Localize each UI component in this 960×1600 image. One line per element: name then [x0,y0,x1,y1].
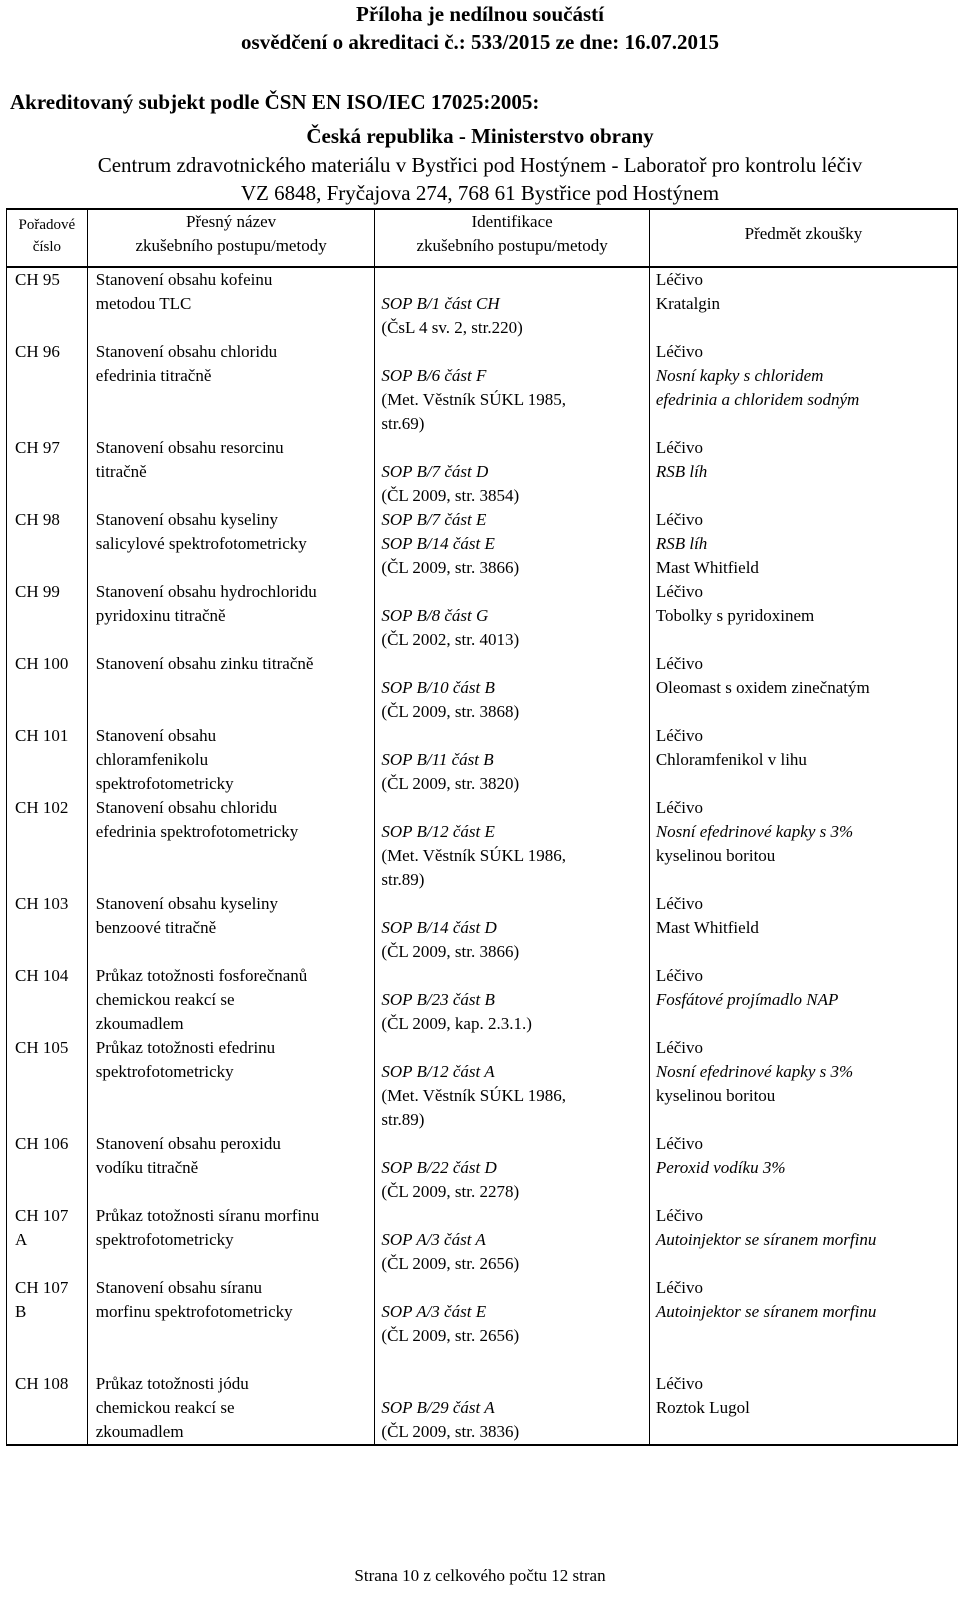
test-subject-cell [649,724,957,796]
column-header-identification-line2: zkušebního postupu/metody [416,236,608,255]
method-name-line: Stanovení obsahu chloridu [95,342,278,361]
table-body [7,267,958,1445]
row-number: CH 103 [15,894,69,913]
method-identification-line: (ČL 2009, str. 3868) [381,702,520,721]
method-identification-cell [375,1132,649,1204]
column-header-identification [375,209,649,267]
method-identification-line: SOP B/12 část E [381,822,495,841]
test-subject-cell [649,1204,957,1276]
method-name-line: Průkaz totožnosti efedrinu [95,1038,276,1057]
method-name-line: Průkaz totožnosti síranu morfinu [95,1206,320,1225]
method-identification-line: (ČL 2009, str. 3866) [381,558,520,577]
row-number-cell [7,1276,88,1372]
method-identification-cell [375,1204,649,1276]
method-identification-line: SOP B/7 část D [381,462,489,481]
organization-name: Česká republika - Ministerstvo obrany [306,124,654,148]
row-number: B [15,1302,27,1321]
method-name-cell [87,508,375,580]
table-row [7,652,958,724]
certificate-reference: osvědčení o akreditaci č.: 533/2015 ze dne: 16.07.2015 [241,30,719,54]
test-subject-line: efedrinia a chloridem sodným [655,390,860,409]
table-row [7,508,958,580]
accreditation-methods-table [6,208,958,1446]
method-name-line: spektrofotometricky [95,1062,234,1081]
test-subject-line: Léčivo [655,1278,704,1297]
test-subject-line: Mast Whitfield [655,558,759,577]
test-subject-line: Nosní efedrinové kapky s 3% [655,822,854,841]
method-name-line: zkoumadlem [95,1422,184,1441]
method-name-cell [87,267,375,340]
table-row [7,340,958,436]
method-identification-line: (ČL 2009, str. 3836) [381,1422,520,1441]
method-identification-line: SOP B/8 část G [381,606,489,625]
method-name-line: spektrofotometricky [95,774,234,793]
method-name-line: efedrinia titračně [95,366,212,385]
test-subject-cell [649,580,957,652]
test-subject-line: RSB líh [655,534,708,553]
method-name-line: Stanovení obsahu zinku titračně [95,654,314,673]
method-identification-line: (ČsL 4 sv. 2, str.220) [381,318,523,337]
test-subject-cell [649,892,957,964]
method-name-line: Stanovení obsahu síranu [95,1278,262,1297]
test-subject-line: kyselinou boritou [655,1086,776,1105]
method-identification-line: SOP B/14 část E [381,534,495,553]
method-name-line: benzoové titračně [95,918,217,937]
test-subject-cell [649,652,957,724]
method-identification-line: (Met. Věstník SÚKL 1986, [381,846,567,865]
column-header-identification-line1: Identifikace [471,212,553,231]
row-number: CH 98 [15,510,60,529]
row-number-cell [7,267,88,340]
method-identification-cell [375,1372,649,1445]
test-subject-line: Peroxid vodíku 3% [655,1158,786,1177]
column-header-test-subject [649,209,957,267]
column-header-number [7,209,88,267]
row-number: CH 107 [15,1206,69,1225]
table-row [7,892,958,964]
test-subject-cell [649,340,957,436]
row-number: CH 108 [15,1374,69,1393]
test-subject-line: Léčivo [655,726,704,745]
column-header-test-subject-label: Předmět zkoušky [744,224,863,243]
test-subject-line: Mast Whitfield [655,918,759,937]
method-name-line: Stanovení obsahu peroxidu [95,1134,281,1153]
method-name-line: Stanovení obsahu kyseliny [95,894,279,913]
method-name-line: metodou TLC [95,294,192,313]
table-row [7,436,958,508]
method-name-line: salicylové spektrofotometricky [95,534,307,553]
test-subject-cell [649,1372,957,1445]
method-identification-line: (Met. Věstník SÚKL 1985, [381,390,567,409]
test-subject-line: Léčivo [655,270,704,289]
table-row [7,1132,958,1204]
table-row [7,267,958,340]
method-name-line: Průkaz totožnosti jódu [95,1374,249,1393]
method-identification-cell [375,1036,649,1132]
method-identification-line: str.89) [381,870,425,889]
page-footer: Strana 10 z celkového počtu 12 stran [354,1566,606,1585]
test-subject-line: Autoinjektor se síranem morfinu [655,1230,877,1249]
test-subject-line: Autoinjektor se síranem morfinu [655,1302,877,1321]
method-name-cell [87,1372,375,1445]
row-number-cell [7,340,88,436]
method-name-line: Stanovení obsahu resorcinu [95,438,284,457]
method-identification-line: (ČL 2009, str. 3854) [381,486,520,505]
method-name-cell [87,1132,375,1204]
method-identification-line: (ČL 2009, str. 2656) [381,1326,520,1345]
method-identification-line: (ČL 2009, str. 2278) [381,1182,520,1201]
method-name-line: Stanovení obsahu chloridu [95,798,278,817]
method-name-line: morfinu spektrofotometricky [95,1302,293,1321]
test-subject-cell [649,964,957,1036]
method-name-line: chloramfenikolu [95,750,209,769]
method-identification-cell [375,580,649,652]
test-subject-line: Léčivo [655,1206,704,1225]
row-number-cell [7,724,88,796]
method-name-line: Stanovení obsahu kofeinu [95,270,273,289]
method-name-cell [87,1276,375,1372]
method-name-line: Průkaz totožnosti fosforečnanů [95,966,308,985]
method-name-line: chemickou reakcí se [95,1398,235,1417]
row-number: CH 104 [15,966,69,985]
table-row [7,1204,958,1276]
test-subject-cell [649,1276,957,1372]
method-name-cell [87,436,375,508]
row-number-cell [7,796,88,892]
table-row [7,580,958,652]
row-number-cell [7,580,88,652]
test-subject-cell [649,436,957,508]
row-number-cell [7,652,88,724]
method-name-cell [87,1204,375,1276]
column-header-method-name-line2: zkušebního postupu/metody [135,236,327,255]
test-subject-line: kyselinou boritou [655,846,776,865]
test-subject-cell [649,267,957,340]
row-number-cell [7,964,88,1036]
test-subject-line: Léčivo [655,1374,704,1393]
method-identification-line: SOP B/22 část D [381,1158,497,1177]
row-number: CH 96 [15,342,60,361]
test-subject-line: Fosfátové projímadlo NAP [655,990,839,1009]
method-identification-line: SOP B/14 část D [381,918,497,937]
method-identification-line: (ČL 2009, kap. 2.3.1.) [381,1014,532,1033]
method-identification-line: str.69) [381,414,425,433]
laboratory-address: VZ 6848, Fryčajova 274, 768 61 Bystřice pod Hostýnem [240,181,720,205]
test-subject-line: Léčivo [655,510,704,529]
test-subject-line: Nosní kapky s chloridem [655,366,824,385]
table-row [7,796,958,892]
method-identification-line: SOP B/1 část CH [381,294,500,313]
method-identification-line: SOP B/10 část B [381,678,495,697]
test-subject-line: Roztok Lugol [655,1398,750,1417]
method-name-cell [87,1036,375,1132]
table-row [7,1276,958,1372]
table-row [7,1036,958,1132]
column-header-method-name-line1: Přesný název [186,212,277,231]
table-row [7,1372,958,1445]
test-subject-line: Léčivo [655,894,704,913]
method-name-line: efedrinia spektrofotometricky [95,822,299,841]
method-identification-line: (ČL 2009, str. 3866) [381,942,520,961]
test-subject-line: Léčivo [655,1038,704,1057]
method-name-line: titračně [95,462,147,481]
method-identification-line: (Met. Věstník SÚKL 1986, [381,1086,567,1105]
laboratory-name: Centrum zdravotnického materiálu v Bystřici pod Hostýnem - Laboratoř pro kontrolu léčiv [97,153,863,177]
test-subject-line: Léčivo [655,438,704,457]
method-name-line: pyridoxinu titračně [95,606,226,625]
column-header-number-line2: číslo [32,239,62,255]
method-identification-cell [375,267,649,340]
method-identification-cell [375,1276,649,1372]
method-name-cell [87,724,375,796]
method-identification-cell [375,508,649,580]
column-header-number-line1: Pořadové [18,217,76,233]
method-name-line: Stanovení obsahu [95,726,217,745]
row-number: CH 102 [15,798,69,817]
row-number: CH 105 [15,1038,69,1057]
method-identification-cell [375,340,649,436]
row-number-cell [7,1036,88,1132]
method-identification-line: str.89) [381,1110,425,1129]
method-identification-cell [375,724,649,796]
row-number: CH 100 [15,654,69,673]
method-name-cell [87,340,375,436]
method-name-line: Stanovení obsahu hydrochloridu [95,582,317,601]
test-subject-cell [649,508,957,580]
test-subject-line: Léčivo [655,582,704,601]
method-identification-line: SOP A/3 část E [381,1302,487,1321]
method-identification-line: (ČL 2009, str. 3820) [381,774,520,793]
row-number: A [15,1230,28,1249]
row-number: CH 101 [15,726,69,745]
method-identification-line: (ČL 2009, str. 2656) [381,1254,520,1273]
test-subject-line: Chloramfenikol v lihu [655,750,807,769]
method-identification-line: SOP B/29 část A [381,1398,495,1417]
test-subject-cell [649,1132,957,1204]
method-identification-cell [375,652,649,724]
table-row [7,964,958,1036]
test-subject-line: Léčivo [655,798,704,817]
column-header-method-name [87,209,375,267]
test-subject-line: Tobolky s pyridoxinem [655,606,815,625]
method-identification-line: SOP B/12 část A [381,1062,495,1081]
method-name-line: spektrofotometricky [95,1230,234,1249]
table-header-row [7,209,958,267]
row-number-cell [7,436,88,508]
test-subject-line: Oleomast s oxidem zinečnatým [655,678,870,697]
method-identification-line: SOP B/7 část E [381,510,487,529]
method-name-line: zkoumadlem [95,1014,184,1033]
test-subject-line: Nosní efedrinové kapky s 3% [655,1062,854,1081]
method-identification-line: (ČL 2002, str. 4013) [381,630,520,649]
method-name-cell [87,580,375,652]
table-row [7,724,958,796]
row-number: CH 97 [15,438,60,457]
row-number-cell [7,1132,88,1204]
row-number-cell [7,508,88,580]
row-number-cell [7,1372,88,1445]
test-subject-line: RSB líh [655,462,708,481]
method-identification-line: SOP B/11 část B [381,750,494,769]
method-identification-cell [375,436,649,508]
method-identification-line: SOP A/3 část A [381,1230,486,1249]
method-identification-line: SOP B/23 část B [381,990,495,1009]
row-number: CH 107 [15,1278,69,1297]
method-identification-cell [375,892,649,964]
method-name-line: vodíku titračně [95,1158,199,1177]
row-number-cell [7,892,88,964]
test-subject-line: Kratalgin [655,294,721,313]
row-number: CH 99 [15,582,60,601]
row-number: CH 106 [15,1134,69,1153]
method-name-line: chemickou reakcí se [95,990,235,1009]
accredited-subject-heading: Akreditovaný subjekt podle ČSN EN ISO/IEC 17025:2005: [10,90,540,114]
test-subject-line: Léčivo [655,1134,704,1153]
method-name-cell [87,796,375,892]
method-name-cell [87,964,375,1036]
method-name-cell [87,892,375,964]
row-number: CH 95 [15,270,60,289]
method-name-line: Stanovení obsahu kyseliny [95,510,279,529]
test-subject-line: Léčivo [655,966,704,985]
test-subject-cell [649,1036,957,1132]
method-identification-cell [375,796,649,892]
test-subject-cell [649,796,957,892]
method-identification-line: SOP B/6 část F [381,366,487,385]
test-subject-line: Léčivo [655,342,704,361]
method-identification-cell [375,964,649,1036]
row-number-cell [7,1204,88,1276]
annex-note: Příloha je nedílnou součástí [356,2,604,26]
test-subject-line: Léčivo [655,654,704,673]
method-name-cell [87,652,375,724]
